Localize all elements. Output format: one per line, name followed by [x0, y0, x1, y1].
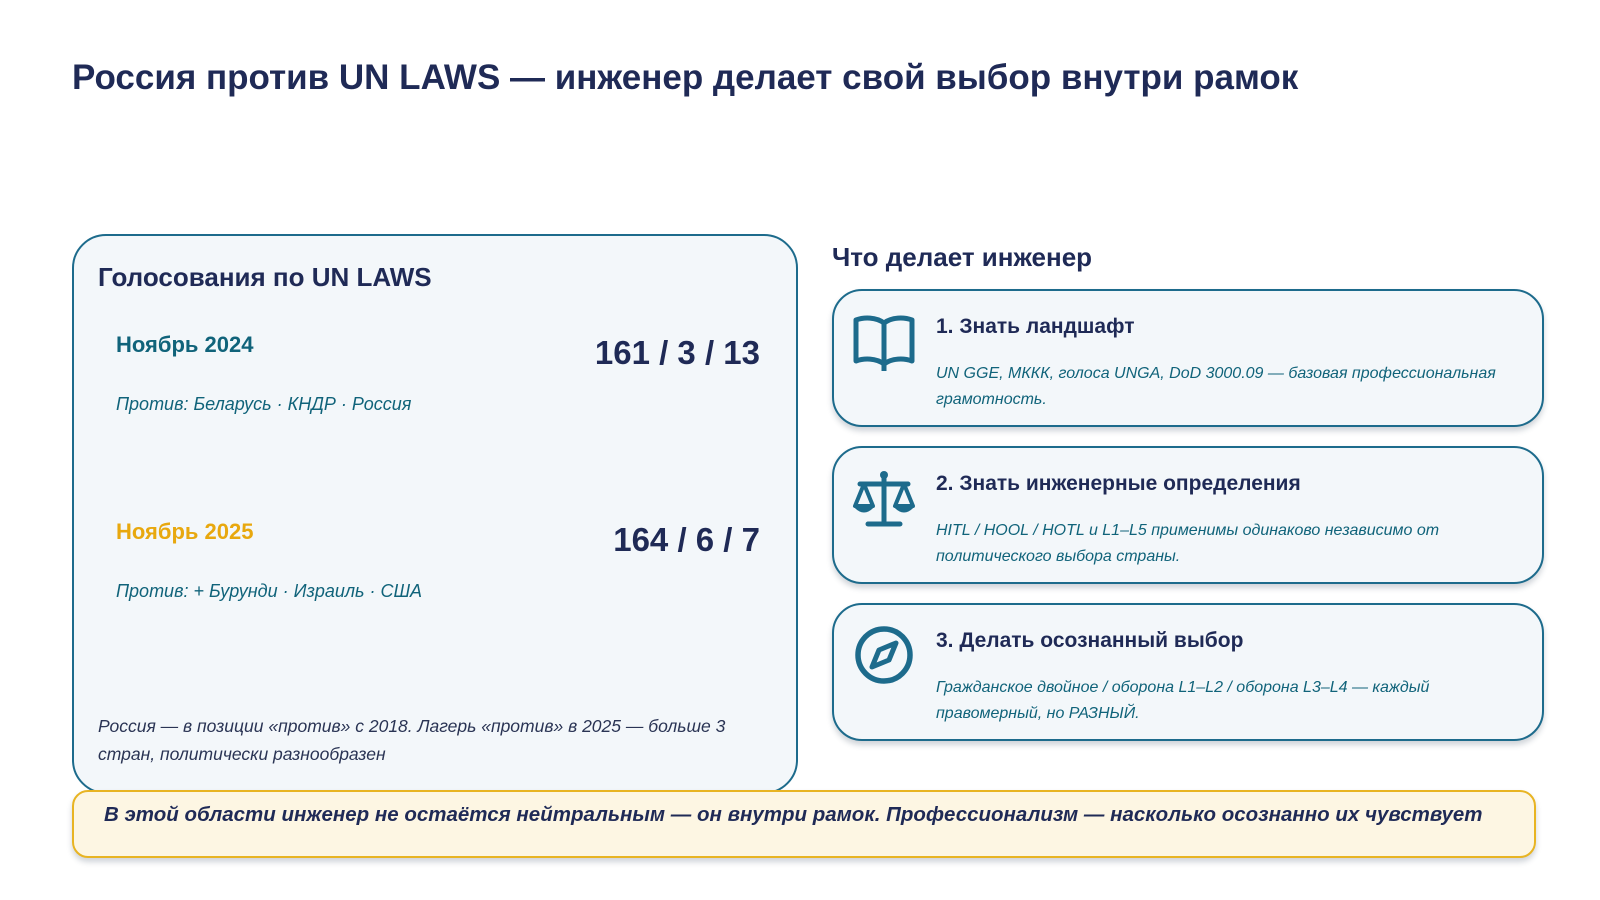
votes-title: Голосования по UN LAWS [98, 262, 432, 292]
engineer-card-choice [832, 603, 1544, 741]
vote-label-2025: Ноябрь 2025 [116, 519, 254, 544]
engineer-card-landscape [832, 289, 1544, 427]
vote-against-2024: Против: Беларусь · КНДР · Россия [116, 394, 412, 414]
card-text: UN GGE, МККК, голоса UNGA, DoD 3000.09 — базовая профессиональная грамотность. [936, 365, 1496, 408]
card-text: Гражданское двойное / оборона L1–L2 / оборона L3–L4 — каждый правомерный, но РАЗНЫЙ. [936, 679, 1430, 722]
vote-count-2024: 161 / 3 / 13 [594, 334, 760, 371]
page-title: Россия против UN LAWS — инженер делает свой выбор внутри рамок [72, 58, 1299, 97]
summary-banner [72, 790, 1536, 858]
scales-icon [852, 466, 916, 530]
votes-note: Россия — в позиции «против» с 2018. Лагерь «против» в 2025 — больше 3 стран, политически разнообразен [98, 716, 726, 764]
book-icon [852, 309, 916, 373]
card-title: 3. Делать осознанный выбор [936, 629, 1244, 652]
vote-label-2024: Ноябрь 2024 [116, 332, 254, 357]
card-title: 1. Знать ландшафт [936, 315, 1135, 338]
compass-icon [852, 623, 916, 687]
card-text: HITL / HOOL / HOTL и L1–L5 применимы одинаково независимо от политического выбора страны. [936, 522, 1440, 565]
vote-against-2025: Против: + Бурунди · Израиль · США [116, 581, 423, 601]
engineer-title: Что делает инженер [832, 242, 1093, 272]
banner-text: В этой области инженер не остаётся нейтральным — он внутри рамок. Профессионализм — насколько осознанно их чувствует [104, 803, 1483, 826]
vote-count-2025: 164 / 6 / 7 [613, 521, 760, 558]
engineer-card-definitions [832, 446, 1544, 584]
card-title: 2. Знать инженерные определения [936, 472, 1301, 495]
votes-panel [72, 234, 798, 794]
